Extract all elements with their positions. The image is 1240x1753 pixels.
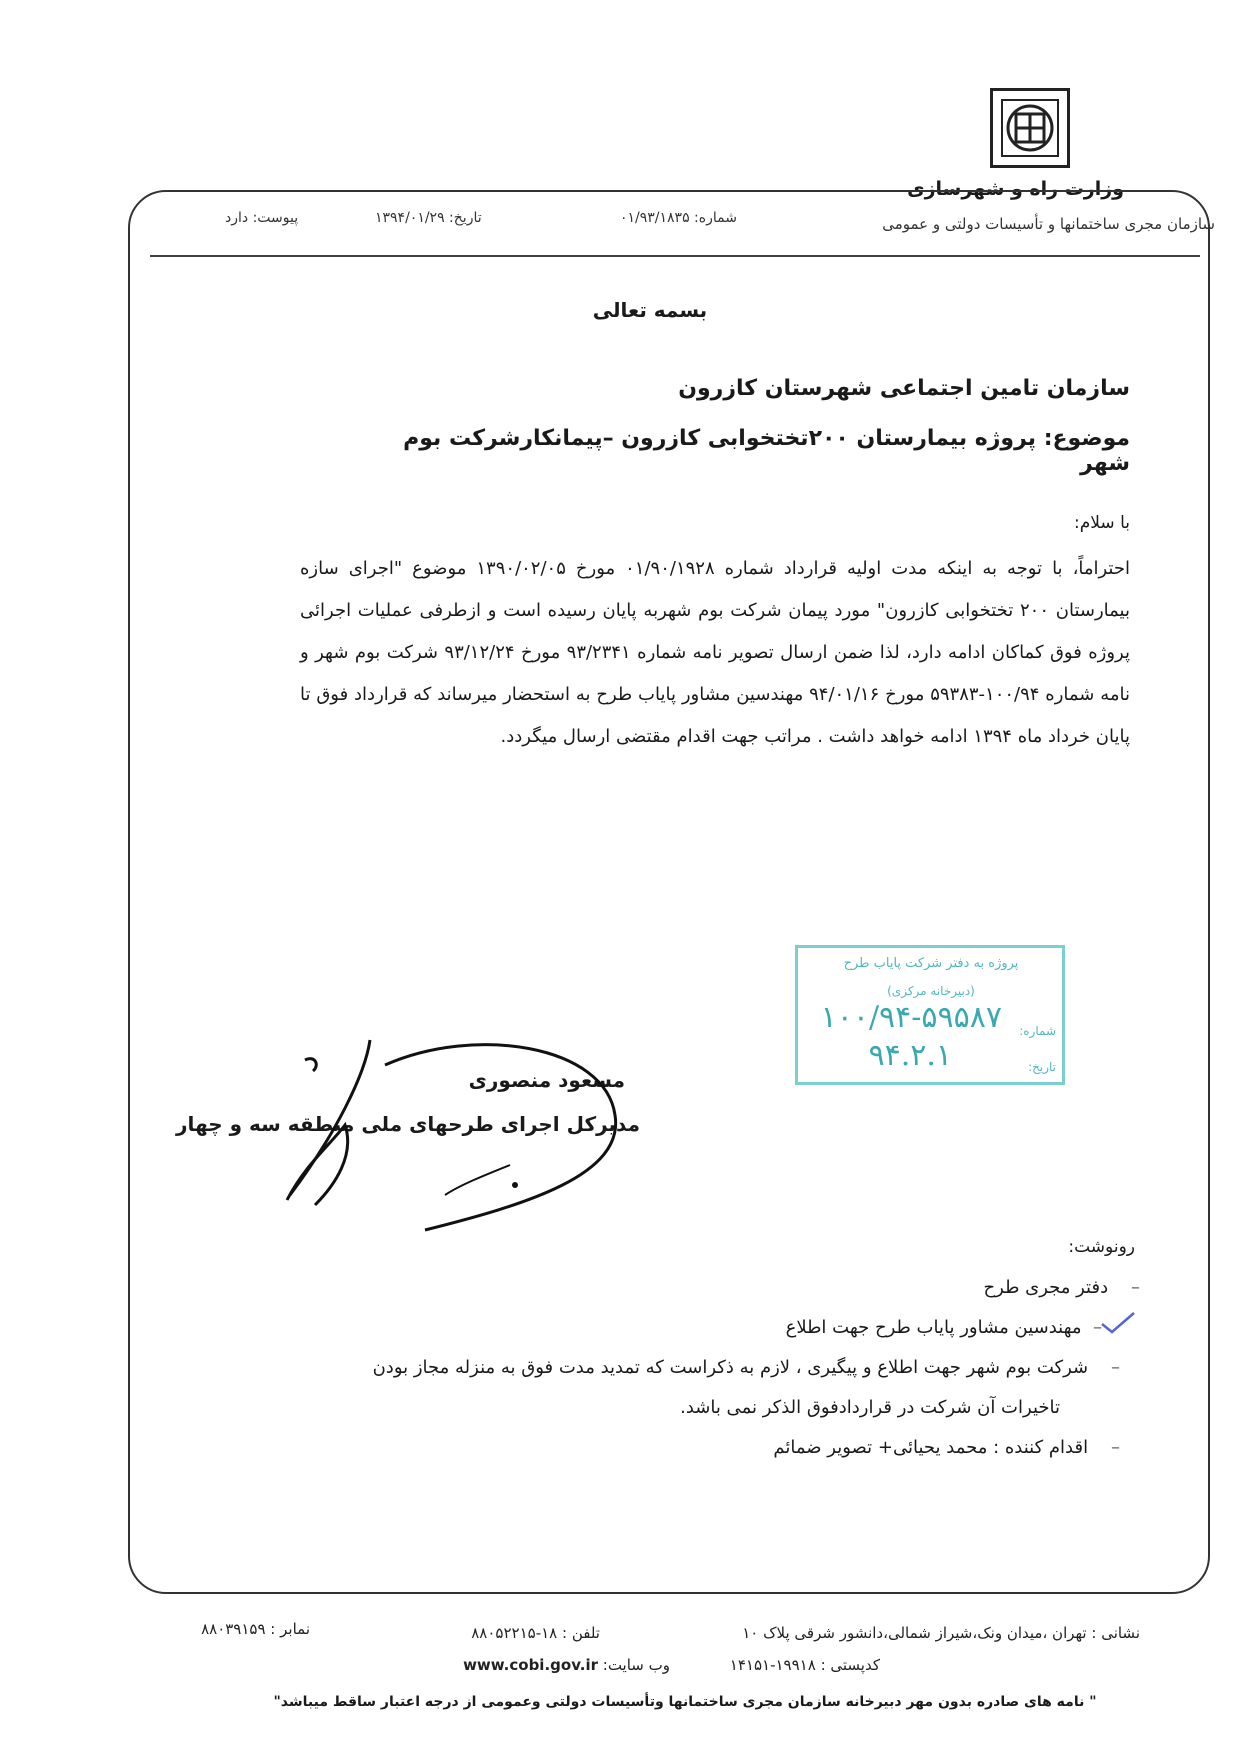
cc-item: – مهندسین مشاور پایاب طرح جهت اطلاع [785, 1317, 1102, 1338]
cc-title: رونوشت: [1068, 1237, 1135, 1257]
website-label: وب سایت: [602, 1656, 670, 1674]
footer-phone: تلفن : ۱۸-۸۸۰۵۲۲۱۵ [471, 1624, 600, 1642]
header-divider [150, 255, 1200, 257]
signer-name: مسعود منصوری [468, 1068, 625, 1092]
stamp-line1: پروژه به دفتر شرکت پایاب طرح [843, 956, 1019, 971]
signer-title: مدیرکل اجرای طرحهای ملی منطقه سه و چهار [176, 1112, 640, 1136]
ministry-logo [990, 88, 1070, 168]
attachment-value: دارد [225, 210, 249, 226]
stamp-date-value: ۹۴.۲.۱ [868, 1038, 952, 1073]
footer-website [420, 1656, 670, 1674]
cc-item-text: اقدام کننده : محمد یحیائی+ تصویر ضمائم [773, 1437, 1089, 1458]
greeting: با سلام: [1074, 513, 1130, 533]
handwritten-signature [275, 1035, 635, 1235]
stamp-number-value: ۱۰۰/۹۴-۵۹۵۸۷ [820, 1000, 1002, 1035]
stamp-number-label: شماره: [1019, 1024, 1056, 1038]
stamp-line2: (دبیرخانه مرکزی) [887, 984, 975, 998]
cc-item: – شرکت بوم شهر جهت اطلاع و پیگیری ، لازم به ذکراست که تمدید مدت فوق به منزله مجاز بودن [372, 1357, 1120, 1378]
letter-date-value: ۱۳۹۴/۰۱/۲۹ [375, 210, 445, 226]
footer-address: نشانی : تهران ،میدان ونک،شیراز شمالی،دانشور شرقی پلاک ۱۰ [742, 1624, 1140, 1642]
ministry-name: وزارت راه و شهرسازی [907, 178, 1124, 200]
subject: موضوع: پروژه بیمارستان ۲۰۰تختخوابی کازرون –پیمانکارشرکت بوم شهر [403, 426, 1130, 476]
bismillah: بسمه تعالی [592, 298, 708, 322]
letter-body: احتراماً، با توجه به اینکه مدت اولیه قرارداد شماره ۰۱/۹۰/۱۹۲۸ مورخ ۱۳۹۰/۰۲/۰۵ موضوع "اجرای سازه بیمارستان ۲۰۰ تختخوابی کازرون" مورد پیمان شرکت بوم شهربه پایان رسیده است و ازطرفی عملیات اجرائی پروژه فوق کماکان ادامه دارد، لذا ضمن ارسال تصویر نامه شماره ۹۳/۲۳۴۱ مورخ ۹۳/۱۲/۲۴ شرکت بوم شهر و نامه شماره ۱۰۰/۹۴-۵۹۳۸۳ مورخ ۹۴/۰۱/۱۶ مهندسین مشاور پایاب طرح به استحضار میرساند که قرارداد فوق تا پایان خرداد ماه ۱۳۹۴ ادامه خواهد داشت . مراتب جهت اقدام مقتضی ارسال میگردد. [300, 558, 1130, 747]
footer-postal: کدپستی : ۱۹۹۱۸-۱۴۱۵۱ [729, 1656, 880, 1674]
logo-emblem-icon [1001, 99, 1059, 157]
recipient: سازمان تامین اجتماعی شهرستان کازرون [678, 376, 1130, 401]
stamp-date-label: تاریخ: [1028, 1060, 1056, 1074]
website-link[interactable]: www.cobi.gov.ir [463, 1656, 598, 1674]
cc-item-text: مهندسین مشاور پایاب طرح جهت اطلاع [785, 1317, 1082, 1338]
cc-item-continuation [500, 1397, 1060, 1418]
letter-date-label: تاریخ: [449, 210, 482, 226]
footer-note: " نامه های صادره بدون مهر دبیرخانه سازمان مجری ساختمانها وتأسیسات دولتی وعمومی از درجه اعتبار ساقط میباشد" [273, 1694, 1097, 1710]
attachment-label: پیوست: [252, 210, 299, 226]
cc-item-text: تاخیرات آن شرکت در قراردادفوق الذکر نمی باشد. [680, 1397, 1060, 1418]
letter-number-value: ۰۱/۹۳/۱۸۳۵ [620, 210, 690, 226]
footer-fax: نمابر : ۸۸۰۳۹۱۵۹ [201, 1620, 310, 1638]
cc-item: – دفتر مجری طرح [983, 1277, 1140, 1298]
cc-item-text: شرکت بوم شهر جهت اطلاع و پیگیری ، لازم به ذکراست که تمدید مدت فوق به منزله مجاز بودن [372, 1357, 1089, 1378]
cc-item-text: دفتر مجری طرح [983, 1277, 1109, 1298]
organization-name: سازمان مجری ساختمانها و تأسیسات دولتی و عمومی [882, 215, 1215, 233]
secretariat-stamp [795, 945, 1065, 1085]
cc-item: – اقدام کننده : محمد یحیائی+ تصویر ضمائم [773, 1437, 1120, 1458]
checkmark-icon [1098, 1310, 1138, 1336]
letter-number-label: شماره: [694, 210, 737, 226]
